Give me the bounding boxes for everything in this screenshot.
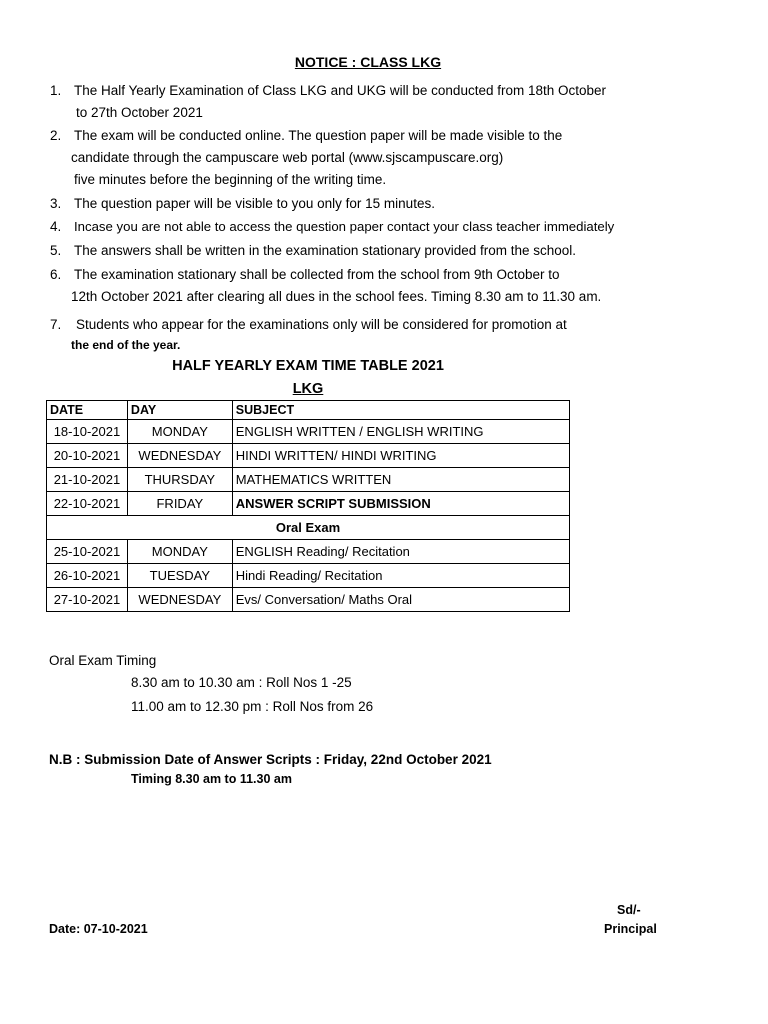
subject-cell: Hindi Reading/ Recitation [232,564,569,588]
day-cell: MONDAY [127,420,232,444]
point-text: The Half Yearly Examination of Class LKG and UKG will be conducted from 18th October [74,83,607,98]
day-cell: WEDNESDAY [127,444,232,468]
table-header-row [47,401,570,420]
point-text: candidate through the campuscare web portal (www.sjscampuscare.org) [71,150,504,165]
date-cell: 26-10-2021 [47,564,128,588]
point-text: The question paper will be visible to you only for 15 minutes. [74,196,435,211]
notice-title: NOTICE : CLASS LKG [294,54,442,70]
point-text: to 27th October 2021 [76,105,203,120]
point-number: 2. [50,128,62,143]
exam-timetable [46,400,570,612]
table-row [47,492,570,516]
nb-submission-date: N.B : Submission Date of Answer Scripts : Friday, 22nd October 2021 [49,752,492,767]
table-row [47,444,570,468]
table-row [47,420,570,444]
subject-cell: HINDI WRITTEN/ HINDI WRITING [232,444,569,468]
oral-timing-slot: 11.00 am to 12.30 pm : Roll Nos from 26 [131,699,374,714]
oral-timing-slot: 8.30 am to 10.30 am : Roll Nos 1 -25 [131,675,352,690]
day-cell: MONDAY [127,540,232,564]
point-text: Students who appear for the examinations only will be considered for promotion at [76,317,567,332]
date-cell: 20-10-2021 [47,444,128,468]
column-header-date: DATE [47,401,128,420]
table-row [47,540,570,564]
table-row [47,468,570,492]
signature-mark: Sd/- [617,903,641,917]
notice-date: Date: 07-10-2021 [49,922,148,936]
day-cell: FRIDAY [127,492,232,516]
point-number: 5. [50,243,62,258]
date-cell: 21-10-2021 [47,468,128,492]
oral-exam-row [47,516,570,540]
column-header-day: DAY [127,401,232,420]
subject-cell: ENGLISH WRITTEN / ENGLISH WRITING [232,420,569,444]
point-text: The answers shall be written in the examination stationary provided from the school. [74,243,577,258]
date-cell: 18-10-2021 [47,420,128,444]
day-cell: TUESDAY [127,564,232,588]
table-row [47,588,570,612]
oral-timing-label: Oral Exam Timing [49,653,157,668]
point-text: the end of the year. [71,338,181,352]
column-header-subject: SUBJECT [232,401,569,420]
oral-exam-label: Oral Exam [47,516,570,540]
point-text: The examination stationary shall be collected from the school from 9th October to [74,267,560,282]
day-cell: THURSDAY [127,468,232,492]
subject-cell: ANSWER SCRIPT SUBMISSION [232,492,569,516]
table-row [47,564,570,588]
point-number: 3. [50,196,62,211]
point-text: Incase you are not able to access the question paper contact your class teacher immediately [74,219,615,234]
subject-cell: MATHEMATICS WRITTEN [232,468,569,492]
point-text: The exam will be conducted online. The question paper will be made visible to the [74,128,563,143]
point-number: 1. [50,83,62,98]
point-number: 7. [50,317,62,332]
subject-cell: Evs/ Conversation/ Maths Oral [232,588,569,612]
timetable-class: LKG [292,381,324,397]
principal-label: Principal [604,922,657,936]
date-cell: 25-10-2021 [47,540,128,564]
date-cell: 27-10-2021 [47,588,128,612]
subject-cell: ENGLISH Reading/ Recitation [232,540,569,564]
day-cell: WEDNESDAY [127,588,232,612]
point-number: 6. [50,267,62,282]
timetable-title: HALF YEARLY EXAM TIME TABLE 2021 [172,358,444,374]
nb-timing: Timing 8.30 am to 11.30 am [131,772,292,786]
point-number: 4. [50,219,62,234]
point-text: 12th October 2021 after clearing all dues in the school fees. Timing 8.30 am to 11.30 am. [71,289,602,304]
date-cell: 22-10-2021 [47,492,128,516]
point-text: five minutes before the beginning of the writing time. [74,172,387,187]
